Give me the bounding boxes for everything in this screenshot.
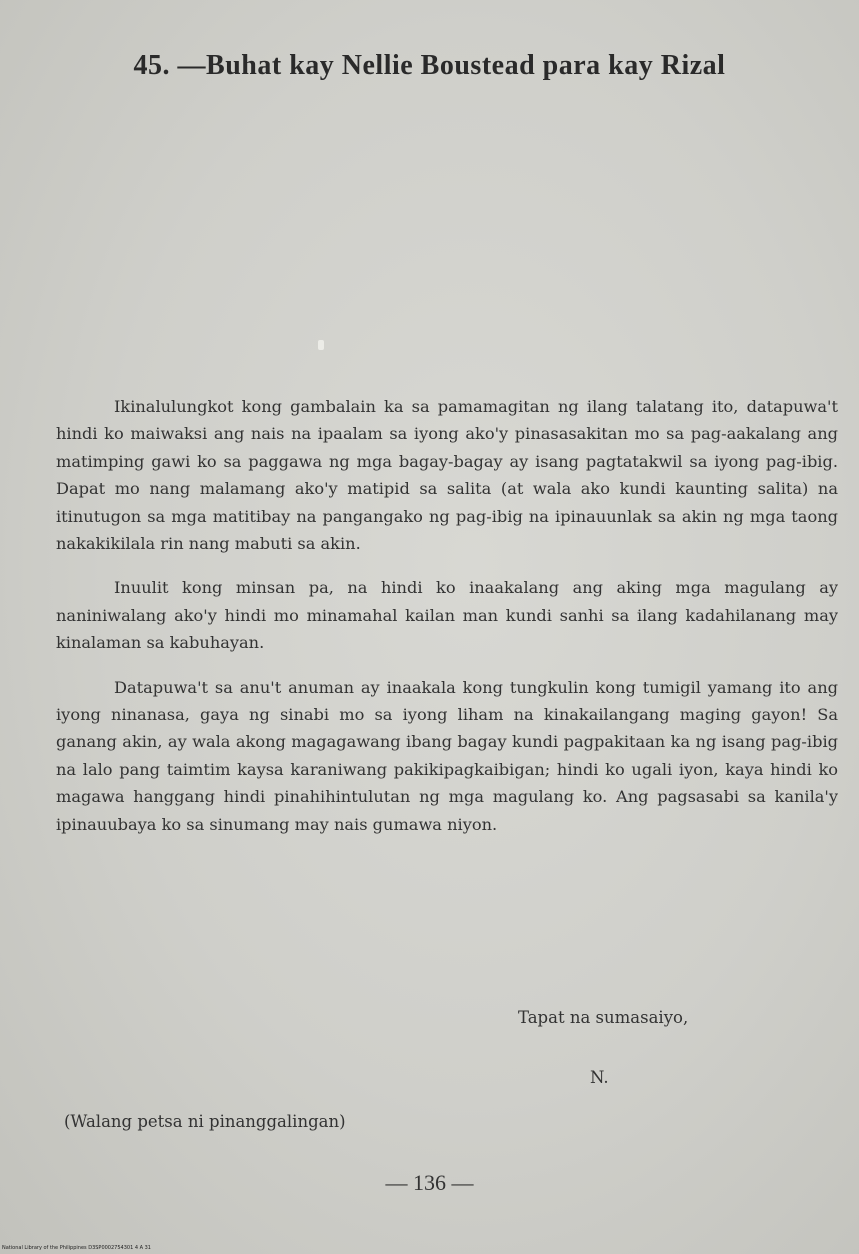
page-number: — 136 — bbox=[385, 1170, 474, 1195]
paper-speck bbox=[318, 340, 324, 350]
paragraph-2: Inuulit kong minsan pa, na hindi ko inaakalang ang aking mga magulang ay naniniwalang ako'y hindi mo minamahal kailan man kundi sanhi sa ilang kadahilanang may kinalaman sa kabuhayan. bbox=[56, 578, 838, 653]
letter-body bbox=[56, 393, 838, 855]
letter-closing: Tapat na sumasaiyo, bbox=[518, 1008, 689, 1027]
footer-credit: National Library of the Philippines D3SP0002754301 4 A 31 bbox=[2, 1245, 151, 1251]
editorial-note: (Walang petsa ni pinanggalingan) bbox=[64, 1112, 346, 1131]
paragraph-3: Datapuwa't sa anu't anuman ay inaakala kong tungkulin kong tumigil yamang ito ang iyong ninanasa, gaya ng sinabi mo sa iyong liham na kinakailangang maging gayon! Sa ganang akin, ay wala akong magagawang ibang bagay kundi pagpakitaan ka ng isang pag-ibig na lalo pang taimtim kaysa karaniwang pakikipagkaibigan; hindi ko ugali iyon, kaya hindi ko magawa hanggang hindi pinahihintulutan ng mga magulang ko. Ang pagsasabi sa kanila'y ipinauubaya ko sa sinumang may nais gumawa niyon. bbox=[56, 677, 838, 834]
paragraph-1: Ikinalulungkot kong gambalain ka sa pamamagitan ng ilang talatang ito, datapuwa't hindi ko maiwaksi ang nais na ipaalam sa iyong ako'y pinasasakitan mo sa pag-aakalang ang matimping gawi ko sa paggawa ng mga bagay-bagay ay isang pagtatakwil sa iyong pag-ibig. Dapat mo nang malamang ako'y matipid sa salita (at wala ako kundi kaunting salita) na itinutugon sa mga matitibay na pangangako ng pag-ibig na ipinauunlak sa akin ng mga taong nakakikilala rin nang mabuti sa akin. bbox=[56, 397, 838, 554]
letter-heading: 45. —Buhat kay Nellie Boustead para kay Rizal bbox=[133, 50, 726, 81]
letter-signature: N. bbox=[590, 1068, 609, 1087]
